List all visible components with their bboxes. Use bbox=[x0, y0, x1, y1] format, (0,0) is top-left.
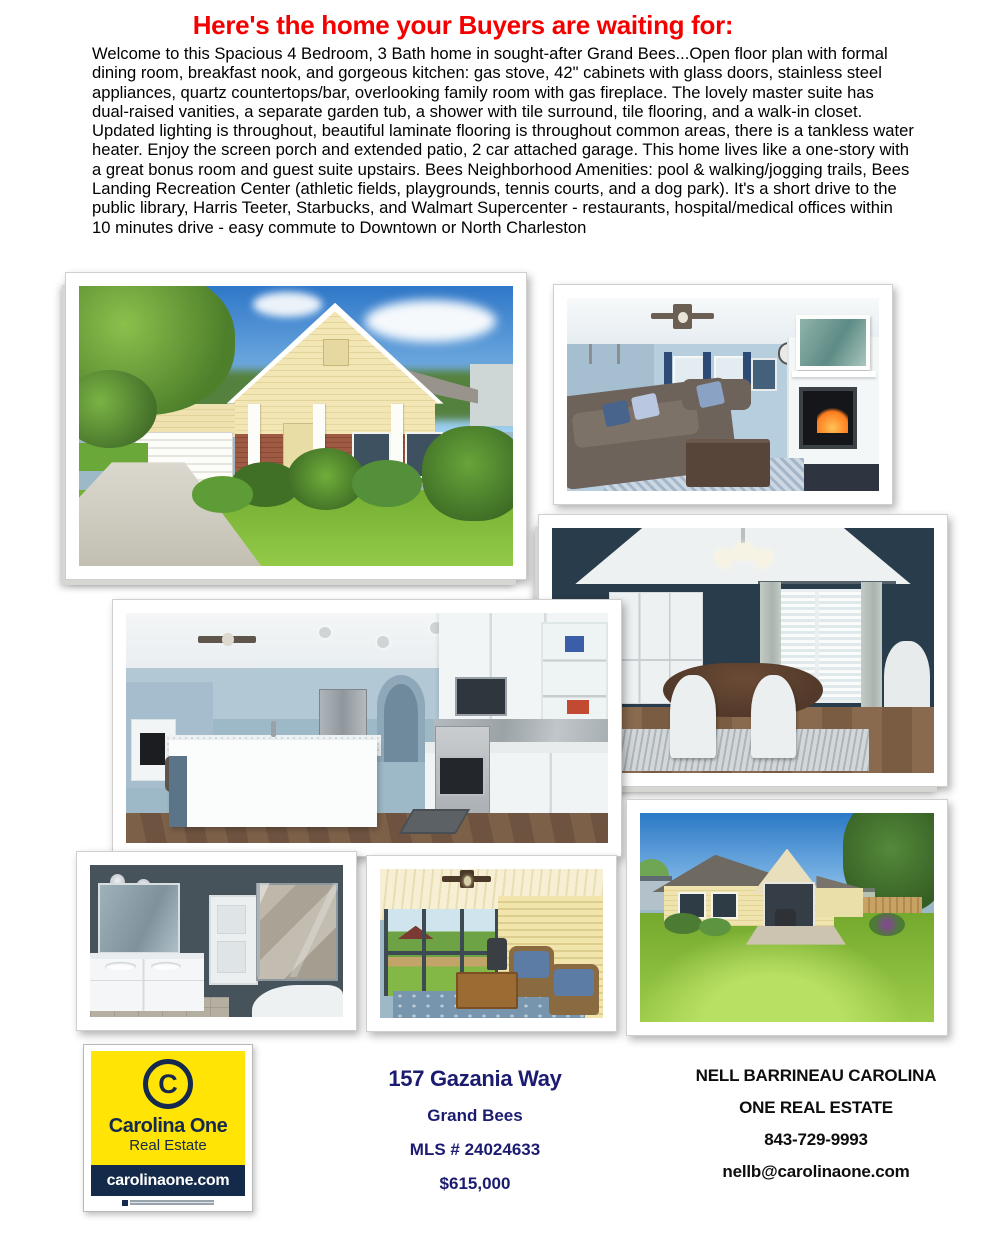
chair-cushion bbox=[554, 969, 594, 996]
brand-tagline: Real Estate bbox=[129, 1137, 207, 1154]
bush bbox=[699, 918, 731, 937]
curtain bbox=[861, 582, 882, 709]
island-accent-post bbox=[169, 756, 186, 827]
living-room-image bbox=[567, 298, 879, 491]
carolina-one-logo-icon: C bbox=[143, 1059, 193, 1109]
hearth bbox=[795, 464, 879, 491]
bathroom-image bbox=[90, 865, 343, 1017]
wall-art bbox=[751, 358, 777, 391]
area-rug bbox=[594, 729, 869, 771]
chandelier-light bbox=[754, 550, 771, 567]
dining-chair bbox=[751, 675, 797, 758]
cabinet-item bbox=[565, 636, 584, 652]
agent-email: nellb@carolinaone.com bbox=[722, 1162, 910, 1181]
backyard-image bbox=[640, 813, 934, 1022]
listing-neighborhood: Grand Bees bbox=[427, 1106, 523, 1125]
agent-name-line2: ONE REAL ESTATE bbox=[739, 1098, 893, 1117]
rear-window bbox=[711, 892, 739, 919]
agent-contact bbox=[660, 1066, 972, 1194]
photo-master-bathroom bbox=[76, 851, 357, 1031]
photo-screened-porch bbox=[366, 855, 617, 1032]
firebox bbox=[140, 733, 164, 765]
flower-bush bbox=[869, 913, 904, 936]
porch-image bbox=[380, 869, 603, 1018]
coffee-table bbox=[456, 972, 518, 1009]
door-panel bbox=[217, 941, 247, 973]
double-vanity bbox=[90, 953, 204, 1011]
photo-front-exterior bbox=[65, 272, 527, 580]
coffee-table bbox=[686, 439, 770, 487]
agent-name-line1: NELL BARRINEAU CAROLINA bbox=[695, 1066, 937, 1085]
grill bbox=[487, 938, 507, 971]
shower-glass bbox=[257, 883, 338, 977]
faucet bbox=[271, 721, 277, 737]
ceiling-fan-light bbox=[464, 876, 471, 886]
photo-kitchen bbox=[112, 599, 622, 857]
screen-frame bbox=[384, 951, 498, 955]
cloud bbox=[253, 292, 322, 317]
listing-address: 157 Gazania Way bbox=[388, 1066, 562, 1091]
shrub bbox=[352, 460, 421, 508]
chair-cushion bbox=[514, 951, 550, 978]
kitchen-image bbox=[126, 613, 608, 843]
page-title: Here's the home your Buyers are waiting for: bbox=[192, 10, 734, 40]
photo-backyard bbox=[626, 799, 948, 1036]
chandelier-light bbox=[735, 543, 752, 560]
ceiling-fan-light bbox=[222, 633, 234, 647]
pendant-light bbox=[617, 344, 620, 363]
agent-phone: 843-729-9993 bbox=[764, 1130, 868, 1149]
arched-doorway-opening bbox=[384, 684, 418, 762]
patio bbox=[746, 926, 846, 945]
brand-website: carolinaone.com bbox=[106, 1171, 230, 1189]
dining-chair bbox=[670, 675, 716, 758]
door-panel bbox=[217, 905, 247, 934]
kitchen-island bbox=[169, 740, 376, 827]
carolina-one-sign bbox=[83, 1044, 253, 1212]
brand-name: Carolina One bbox=[108, 1115, 228, 1137]
property-description: Welcome to this Spacious 4 Bedroom, 3 Bath home in sought-after Grand Bees...Open floor plan with formal dining room, breakfast nook, and gorgeous kitchen: gas stove, 42" cabinets with glass doors, stainless steel appliances, quartz countertops/bar, overlooking family room with gas fireplace. The lovely master suite has dual-raised vanities, a separate garden tub, a shower with tile surround, tile flooring, and a walk-in closet. Updated lighting is throughout, beautiful laminate flooring is throughout common areas, there is a tankless water heater. Enjoy the screen porch and extended patio, 2 car attached garage. This home lives like a one-story with a great bonus room and guest suite upstairs. Bees Neighborhood Amenities: pool & walking/jogging trails, Bees Landing Recreation Center (athletic fields, playgrounds, tennis courts, and a dog park). It's a short drive to the public library, Harris Teeter, Starbucks, and Walmart Supercenter - restaurants, hospital/medical offices within 10 minutes drive - easy commute to Downtown or North Charleston bbox=[92, 44, 914, 237]
oven-door bbox=[438, 756, 485, 797]
recessed-light bbox=[377, 636, 390, 648]
cabinet-item bbox=[567, 700, 589, 714]
front-exterior-image bbox=[79, 286, 513, 566]
listing-details bbox=[320, 1066, 630, 1194]
sign-yellow-panel bbox=[91, 1051, 245, 1165]
fine-print bbox=[122, 1199, 214, 1206]
shrub bbox=[192, 476, 253, 512]
microwave bbox=[455, 677, 507, 716]
photo-living-room bbox=[553, 284, 893, 505]
sign-navy-bar bbox=[91, 1165, 245, 1196]
listing-price: $615,000 bbox=[439, 1174, 511, 1193]
mantel bbox=[792, 371, 876, 377]
house-wing bbox=[816, 888, 863, 917]
pendant-light bbox=[589, 344, 592, 363]
realtor-icon bbox=[122, 1200, 128, 1206]
throw-pillow bbox=[630, 392, 659, 420]
fine-print-text bbox=[130, 1200, 214, 1205]
bush bbox=[664, 913, 702, 934]
bush bbox=[422, 426, 513, 521]
mantel-art bbox=[796, 315, 870, 369]
vanity-mirror bbox=[98, 883, 180, 954]
listing-mls: MLS # 24024633 bbox=[409, 1140, 541, 1159]
attic-vent bbox=[323, 339, 349, 366]
fire-glow bbox=[817, 406, 848, 433]
cloud bbox=[365, 300, 495, 342]
